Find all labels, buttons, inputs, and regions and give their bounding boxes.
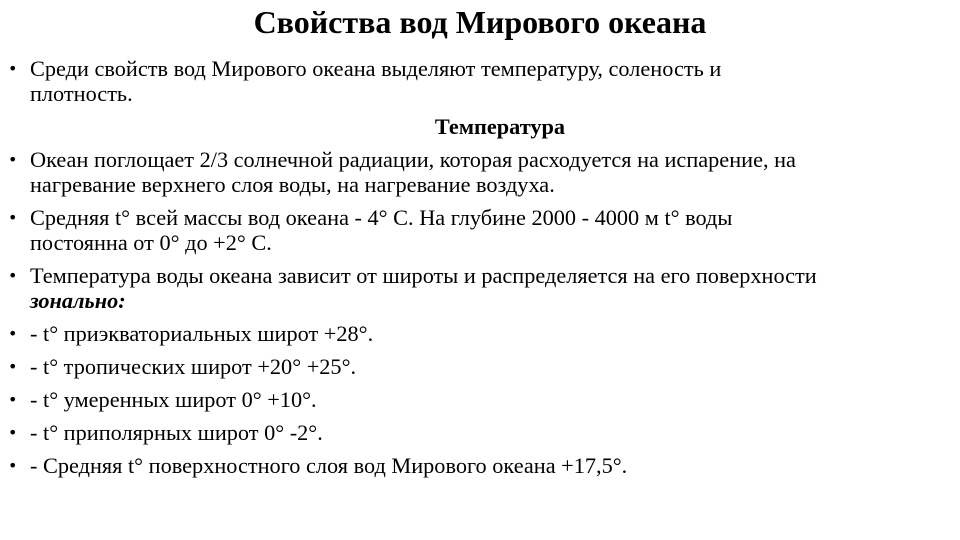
text-line: Среди свойств вод Мирового океана выделяют температуру, соленость и (30, 56, 722, 81)
list-item-average (0, 205, 960, 255)
bullet-icon: • (8, 266, 18, 285)
emphasis-text: зонально: (30, 288, 126, 313)
list-item-temperate (0, 387, 960, 412)
bullet-icon: • (8, 357, 18, 376)
text-line: - t° приполярных широт 0° -2°. (30, 420, 323, 445)
bullet-icon: • (8, 456, 18, 475)
text-line: Океан поглощает 2/3 солнечной радиации, которая расходуется на испарение, на (30, 147, 796, 172)
text-line: - t° приэкваториальных широт +28°. (30, 321, 374, 346)
bullet-icon: • (8, 423, 18, 442)
bullet-icon: • (8, 390, 18, 409)
section-heading: Температура (434, 114, 566, 139)
list-item-intro (0, 56, 960, 106)
bullet-icon: • (8, 208, 18, 227)
list-item-polar (0, 420, 960, 445)
bullet-icon: • (8, 150, 18, 169)
text-line: - t° тропических широт +20° +25°. (30, 354, 357, 379)
bullet-icon: • (8, 324, 18, 343)
text-line: Температура воды океана зависит от широты и распределяется на его поверхности (30, 263, 817, 288)
list-item-zonal (0, 263, 960, 313)
text-line: плотность. (30, 81, 133, 106)
list-item-tropical (0, 354, 960, 379)
list-item-equatorial (0, 321, 960, 346)
bullet-icon: • (8, 59, 18, 78)
text-line: постоянна от 0° до +2° С. (30, 230, 272, 255)
list-item-surface-average (0, 453, 960, 478)
list-item-absorb (0, 147, 960, 197)
text-line: Средняя t° всей массы вод океана - 4° С. На глубине 2000 - 4000 м t° воды (30, 205, 733, 230)
text-line: нагревание верхнего слоя воды, на нагревание воздуха. (30, 172, 555, 197)
slide-title: Свойства вод Мирового океана (253, 4, 707, 40)
text-line: - Средняя t° поверхностного слоя вод Мирового океана +17,5°. (30, 453, 628, 478)
text-line: - t° умеренных широт 0° +10°. (30, 387, 317, 412)
content-list (0, 56, 960, 486)
